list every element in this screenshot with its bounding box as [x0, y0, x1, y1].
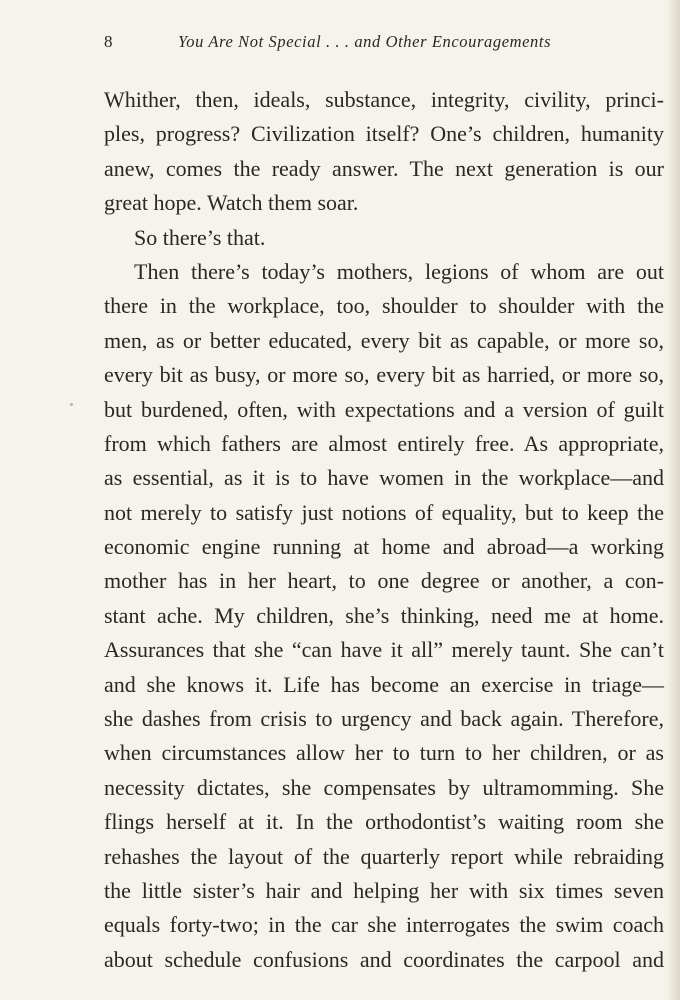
text-line: great hope. Watch them soar. — [104, 190, 359, 216]
text-line: anew, comes the ready answer. The next generation is our — [104, 155, 664, 181]
page-edge-shadow — [666, 0, 680, 1000]
page-number: 8 — [104, 32, 113, 51]
text-line: flings herself at it. In the orthodontist’s waiting room she — [104, 809, 664, 835]
text-line: ples, progress? Civilization itself? One’s children, humanity — [104, 121, 664, 147]
text-line: economic engine running at home and abroad—a working — [104, 534, 664, 560]
text-line: not merely to satisfy just notions of equality, but to keep the — [104, 499, 664, 525]
text-line: necessity dictates, she compensates by ultramomming. She — [104, 774, 664, 800]
paper-speck — [70, 403, 73, 406]
text-line: and she knows it. Life has become an exercise in triage— — [104, 671, 664, 697]
text-line: stant ache. My children, she’s thinking, need me at home. — [104, 602, 664, 628]
running-head-title: You Are Not Special . . . and Other Encouragements — [178, 32, 552, 51]
text-line: Whither, then, ideals, substance, integrity, civility, princi- — [104, 87, 664, 112]
body-text — [104, 83, 664, 977]
text-line: as essential, as it is to have women in the workplace—and — [104, 465, 664, 491]
text-line: there in the workplace, too, shoulder to shoulder with the — [104, 293, 664, 319]
text-line: every bit as busy, or more so, every bit as harried, or more so, — [104, 362, 664, 388]
text-line: equals forty-two; in the car she interrogates the swim coach — [104, 912, 664, 938]
text-line: Then there’s today’s mothers, legions of whom are out — [134, 258, 664, 284]
text-line: when circumstances allow her to turn to her children, or as — [104, 740, 664, 766]
text-line: about schedule confusions and coordinates the carpool and — [104, 946, 664, 972]
text-line: mother has in her heart, to one degree or another, a con- — [104, 568, 664, 594]
text-line: men, as or better educated, every bit as capable, or more so, — [104, 327, 664, 353]
text-line: Assurances that she “can have it all” merely taunt. She can’t — [104, 637, 664, 663]
text-line: she dashes from crisis to urgency and back again. Therefore, — [104, 706, 664, 732]
text-line: rehashes the layout of the quarterly report while rebraiding — [104, 843, 664, 869]
text-line: from which fathers are almost entirely free. As appropriate, — [104, 430, 664, 456]
text-line: So there’s that. — [134, 224, 266, 250]
text-line: but burdened, often, with expectations and a version of guilt — [104, 396, 664, 422]
text-line: the little sister’s hair and helping her with six times seven — [104, 877, 664, 903]
running-head — [104, 28, 664, 56]
